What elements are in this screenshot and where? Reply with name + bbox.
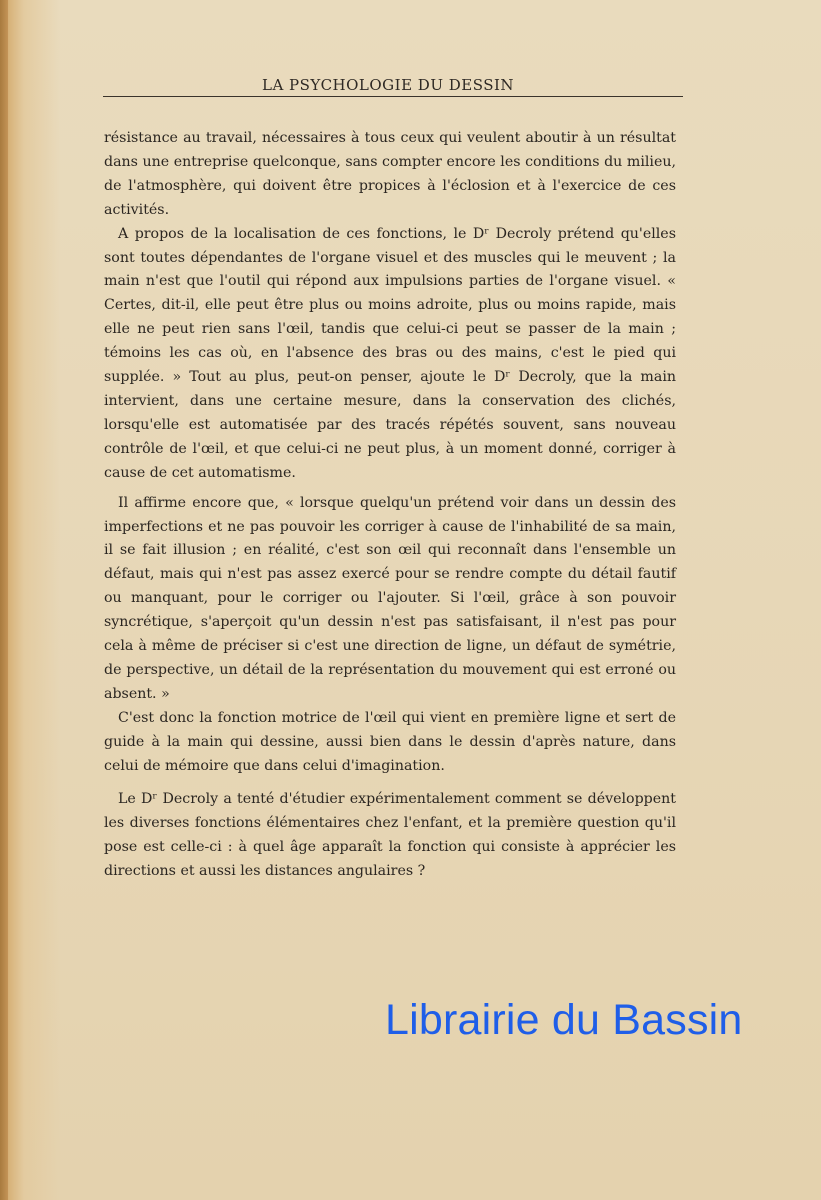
paragraph-4: C'est donc la fonction motrice de l'œil qui vient en première ligne et sert de guide à la main qui dessine, aussi bien dans le dessin d'après nature, dans celui de mémoire que dans celui d'imagination. (104, 709, 676, 774)
paragraph-2: A propos de la localisation de ces fonctions, le Dʳ Decroly prétend qu'elles sont toutes dépendantes de l'organe visuel et des muscles qui le meuvent ; la main n'est que l'outil qui répond aux impulsions parties de l'organe visuel. « Certes, dit-il, elle peut être plus ou moins adroite, plus ou moins rapide, mais elle ne peut rien sans l'œil, tandis que celui-ci peut se passer de la main ; témoins les cas où, en l'absence des bras ou des mains, c'est le pied qui supplée. » Tout au plus, peut-on penser, ajoute le Dʳ Decroly, que la main intervient, dans une certaine mesure, dans la conservation des clichés, lorsqu'elle est automatisée par des tracés répétés souvent, sans nouveau contrôle de l'œil, et que celui-ci ne peut plus, à un moment donné, corriger à cause de cet automatisme. (104, 225, 676, 481)
watermark-text: Librairie du Bassin (385, 996, 743, 1044)
paragraph-1: résistance au travail, nécessaires à tous ceux qui veulent aboutir à un résultat dans une entreprise quelconque, sans compter encore les conditions du milieu, de l'atmosphère, qui doivent être propices à l'éclosion et à l'exercice de ces activités. (104, 130, 676, 218)
paragraph-3: Il affirme encore que, « lorsque quelqu'un prétend voir dans un dessin des imperfections et ne pas pouvoir les corriger à cause de l'inhabilité de sa main, il se fait illusion ; en réalité, c'est son œil qui reconnaît dans l'ensemble un défaut, mais qui n'est pas assez exercé pour se rendre compte du détail fautif ou manquant, pour le corriger ou l'ajouter. Si l'œil, grâce à son pouvoir syncrétique, s'aperçoit qu'un dessin n'est pas satisfaisant, il n'est pas pour cela à même de préciser si c'est une direction de ligne, un défaut de symétrie, de perspective, un détail de la représentation du mouvement qui est erroné ou absent. » (104, 494, 676, 702)
header-rule (103, 96, 683, 97)
body-text (104, 127, 676, 884)
page-spine-shadow (0, 0, 8, 1200)
paragraph-5: Le Dʳ Decroly a tenté d'étudier expérimentalement comment se développent les diverses fonctions élémentaires chez l'enfant, et la première question qu'il pose est celle-ci : à quel âge apparaît la fonction qui consiste à apprécier les directions et aussi les distances angulaires ? (104, 791, 676, 880)
running-header: LA PSYCHOLOGIE DU DESSIN (262, 76, 515, 94)
